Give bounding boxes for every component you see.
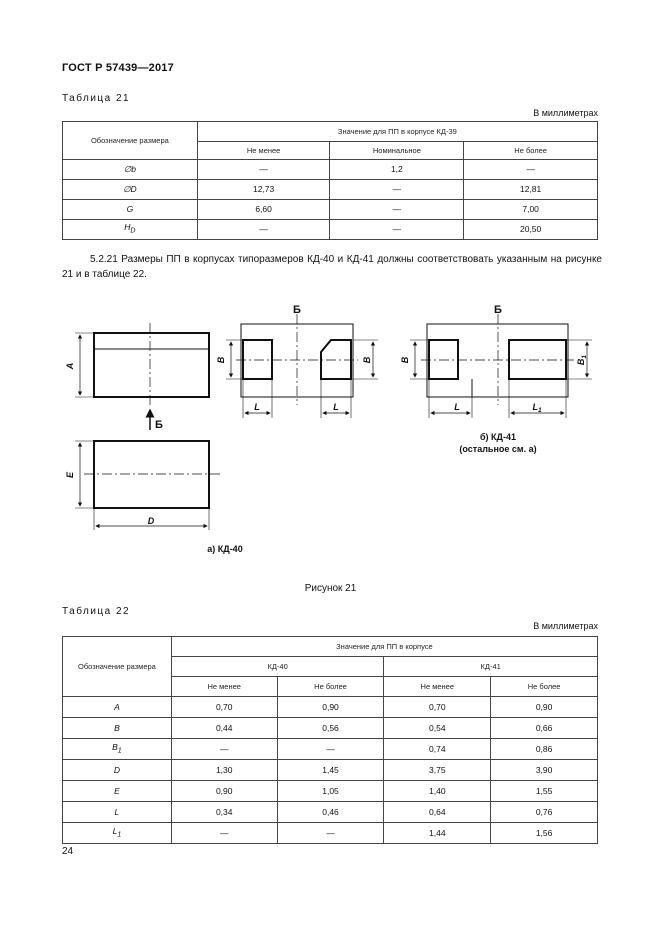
table-cell: 0,56 (277, 718, 384, 739)
table21-sub-header: Не более (464, 142, 598, 160)
table-cell: 0,74 (384, 739, 491, 760)
document-header: ГОСТ Р 57439—2017 (62, 62, 174, 74)
table22-col-name: Обозначение размера (63, 637, 172, 697)
dim-label-d: D (147, 516, 155, 526)
table-cell: 1,44 (384, 823, 491, 844)
view-arrow-label-b: Б (155, 419, 163, 431)
table-cell: — (197, 220, 330, 240)
table-row (63, 781, 598, 802)
dim-label-l1: $L_1$ (532, 402, 542, 414)
table-cell: 1,05 (277, 781, 384, 802)
dim-label-l: L (454, 402, 460, 412)
table-cell: 3,90 (491, 760, 598, 781)
table-cell: 0,86 (491, 739, 598, 760)
table22-units: В миллиметрах (533, 621, 598, 631)
table-cell: 1,30 (171, 760, 277, 781)
table-row (63, 823, 598, 844)
dim-label-l: L (333, 402, 339, 412)
table21-sub-header: Не менее (197, 142, 330, 160)
table-cell-symbol: A (63, 697, 172, 718)
dim-label-b: B (400, 356, 410, 364)
table-cell: — (330, 220, 464, 240)
table-cell-symbol: E (63, 781, 172, 802)
table-cell: 0,66 (491, 718, 598, 739)
table-cell: 20,50 (464, 220, 598, 240)
table-cell: 0,44 (171, 718, 277, 739)
table-cell-symbol: $L_1$ (63, 823, 172, 844)
table-cell-symbol: L (63, 802, 172, 823)
table22 (62, 636, 598, 844)
table-cell: 0,90 (171, 781, 277, 802)
table-cell-symbol: D (63, 760, 172, 781)
table-cell-symbol: B (63, 718, 172, 739)
table21-caption: Таблица 21 (62, 93, 131, 104)
table-cell: 7,00 (464, 200, 598, 220)
table-cell: 0,54 (384, 718, 491, 739)
view-label-b: Б (494, 304, 502, 316)
table-cell: 0,70 (384, 697, 491, 718)
table-cell: 12,81 (464, 180, 598, 200)
view-label-b: Б (293, 304, 301, 316)
table-cell: 1,2 (330, 160, 464, 180)
table-cell-symbol: $B_1$ (63, 739, 172, 760)
table22-group-header: Значение для ПП в корпусе (171, 637, 597, 657)
page-number: 24 (62, 846, 74, 857)
table-cell: — (277, 823, 384, 844)
subfig-caption-a: а) КД-40 (207, 544, 243, 554)
table22-sub-header: Не менее (171, 677, 277, 697)
table-cell: — (171, 739, 277, 760)
table-row (63, 697, 598, 718)
table-cell: 0,34 (171, 802, 277, 823)
table22-caption: Таблица 22 (62, 606, 131, 617)
table-cell: — (197, 160, 330, 180)
table-cell: 1,55 (491, 781, 598, 802)
table-cell: — (277, 739, 384, 760)
table-cell: 3,75 (384, 760, 491, 781)
table22-sub-header: Не менее (384, 677, 491, 697)
table-cell: 1,45 (277, 760, 384, 781)
table22-sub-header: Не более (491, 677, 598, 697)
table21-sub-header: Номинальное (330, 142, 464, 160)
table21-units: В миллиметрах (533, 108, 598, 118)
table22-case-header: КД-41 (384, 657, 598, 677)
table-cell: — (330, 200, 464, 220)
dim-label-a: A (65, 362, 75, 370)
dim-label-l: L (254, 402, 260, 412)
table-cell: 0,70 (171, 697, 277, 718)
table-cell: 6,60 (197, 200, 330, 220)
table-cell: 0,46 (277, 802, 384, 823)
table-cell: 0,90 (277, 697, 384, 718)
dim-label-b: B (362, 356, 372, 364)
dim-label-b1: $B_1$ (576, 354, 588, 366)
figure-caption: Рисунок 21 (304, 583, 357, 594)
kd40-body-bottom (94, 441, 209, 508)
table-cell: 0,90 (491, 697, 598, 718)
dim-label-b: B (216, 356, 226, 364)
table21-col-name: Обозначение размера (63, 122, 198, 160)
table-cell-symbol: $H_D$ (63, 220, 198, 240)
table-cell: — (171, 823, 277, 844)
table-cell: 0,64 (384, 802, 491, 823)
table-row (63, 200, 598, 220)
table-row (63, 760, 598, 781)
table21 (62, 121, 598, 240)
dim-label-e: E (65, 471, 75, 479)
table-cell: 12,73 (197, 180, 330, 200)
table-cell-symbol: ∅b (63, 160, 198, 180)
paragraph-5-2-21: 5.2.21 Размеры ПП в корпусах типоразмеров КД-40 и КД-41 должны соответствовать указанным на рисунке 21 и в таблице 22. (62, 254, 602, 280)
table-cell: — (464, 160, 598, 180)
table22-sub-header: Не более (277, 677, 384, 697)
subfig-caption-b-note: (остальное см. а) (459, 444, 537, 454)
table-cell: 1,56 (491, 823, 598, 844)
table-row (63, 739, 598, 760)
kd40-body-top (94, 333, 209, 397)
table-cell-symbol: G (63, 200, 198, 220)
figure-21-drawing (0, 290, 661, 580)
table-row (63, 180, 598, 200)
table-cell: 0,76 (491, 802, 598, 823)
table-row (63, 160, 598, 180)
table-cell: 1,40 (384, 781, 491, 802)
table-cell: — (330, 180, 464, 200)
table21-group-header: Значение для ПП в корпусе КД-39 (197, 122, 597, 142)
table-row (63, 220, 598, 240)
table-cell-symbol: ∅D (63, 180, 198, 200)
subfig-caption-b: б) КД-41 (480, 432, 516, 442)
table-row (63, 802, 598, 823)
table-row (63, 718, 598, 739)
table22-case-header: КД-40 (171, 657, 384, 677)
